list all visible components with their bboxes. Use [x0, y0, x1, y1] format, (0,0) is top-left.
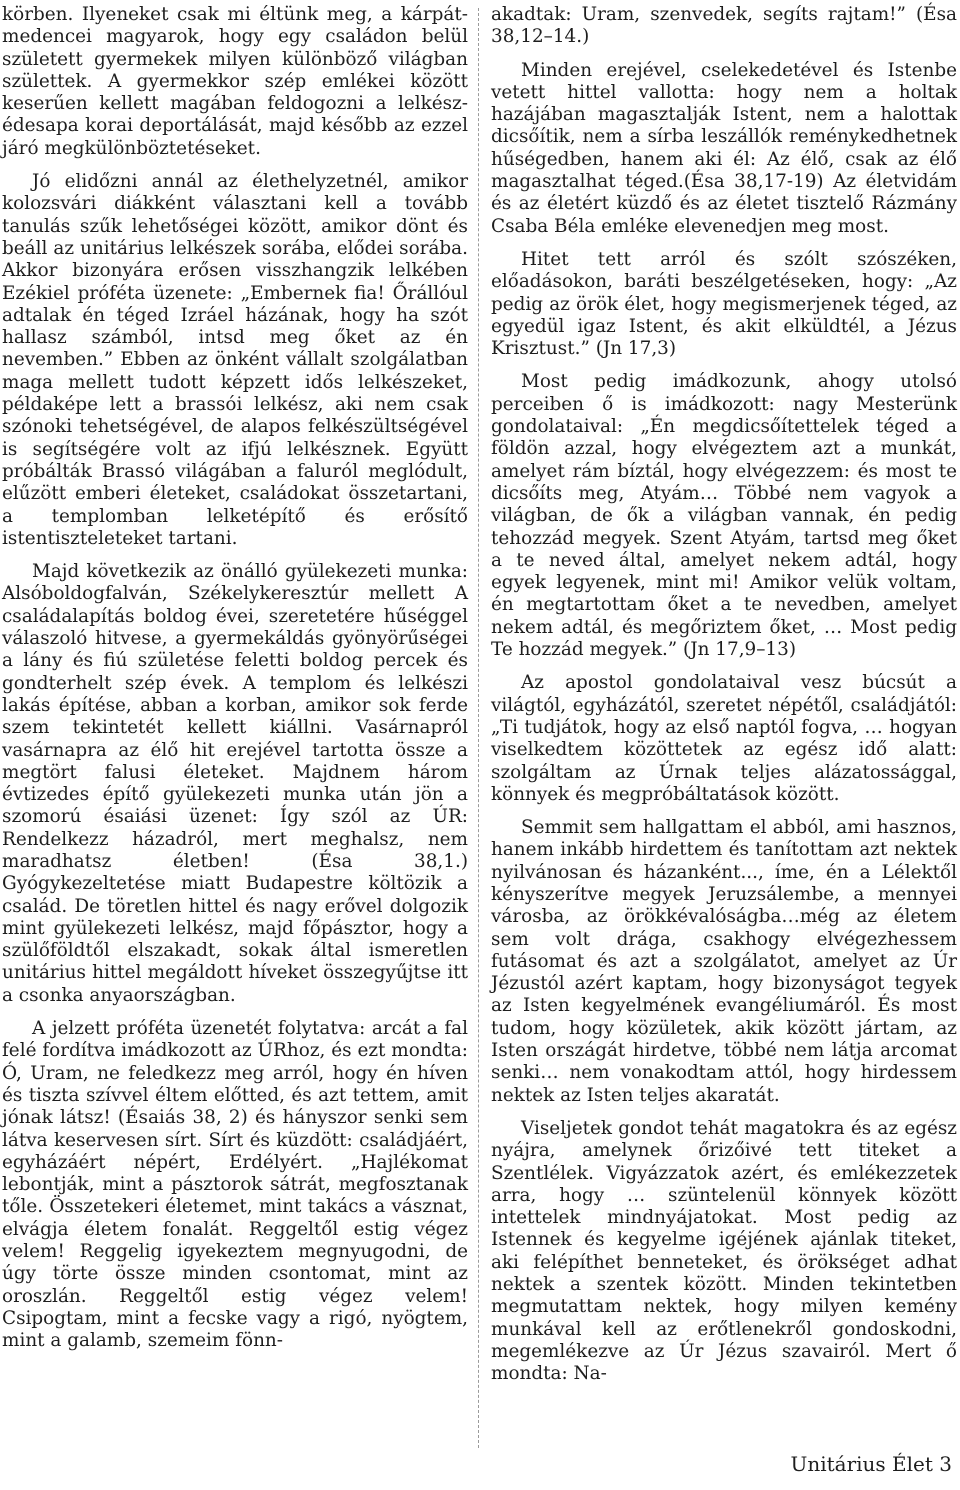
paragraph: A jelzett próféta üzenetét folytatva: arcát a fal felé fordítva imádkozott az ÚRhoz, és ezt mondta: Ó, Uram, ne feledkezz meg arról, hogy én híven és tiszta szívvel éltem előtted, és azt tettem, amit jónak látsz! (Ésaiás 38, 2) és hányszor senki sem látva keservesen sírt. Sírt és küzdött: családjáért, egyházáért népért, Erdélyért. „Hajlékomat lebontják, mint a pásztorok sátrát, megfosztanak tőle. Összetekeri életemet, mint takács a vásznat, elvágja életem fonalát. Reggeltől estig végez velem! Reggelig igyekeztem megnyugodni, de úgy törte össze minden csontomat, mint az oroszlán. Reggeltől estig végez velem! Csipogtam, mint a fecske vagy a rigó, nyögtem, mint a galamb, szemeim fönn-	[2, 1018, 468, 1352]
paragraph: Minden erejével, cselekedetével és Istenbe vetett hittel vallotta: hogy nem a holtak hazájában magasztalják Istent, nem a halottak dicsőítik, nem a sírba leszállók reménykedhetnek hűségedben, hanem aki él: Az élő, csak az élő magasztalhat téged.(Ésa 38,17-19) Az életvidám és az életért küzdő és az életet tisztelő Rázmány Csaba Béla emléke elevenedjen meg most.	[491, 59, 957, 237]
column-divider	[478, 8, 479, 1448]
paragraph: Hitet tett arról és szólt szószéken, előadásokon, baráti beszélgetéseken, hogy: „Az pedig az örök élet, hogy megismerjenek téged, az egyedül igaz Istent, és akit elküldtél, a Jézus Krisztust.” (Jn 17,3)	[491, 248, 957, 360]
page-footer: Unitárius Élet 3	[790, 1452, 952, 1476]
right-text-column	[491, 4, 957, 1397]
paragraph: körben. Ilyeneket csak mi éltünk meg, a kárpát-medencei magyarok, hogy egy családon belül született gyermekek milyen különböző világban születtek. A gyermekkor szép emlékei között keserűen kellett magában feldogozni a lelkész-édesapa korai deportálását, majd később az ezzel járó megkülönböztetéseket.	[2, 4, 468, 159]
paragraph: Jó elidőzni annál az élethelyzetnél, amikor kolozsvári diákként választani kell a tovább tanulás szűk lehetőségei között, amikor dönt és beáll az unitárius lelkészek sorába, elődei sorába. Akkor bizonyára erősen visszhangzik lelkében Ezékiel próféta üzenete: „Embernek fia! Őrállóul adtalak én téged Izráel házának, hogy ha szót hallasz számból, intsd meg őket az én nevemben.” Ebben az önként vállalt szolgálatban maga mellett tudott képzett idős lelkészeket, példaképe lett a brassói lelkész, aki nem csak szónoki tehetségével, de alapos felkészültségével is segítségére volt az ifjú lelkésznek. Együtt próbálták Brassó világában a faluról meglódult, elűzött emberi életeket, családokat összetartani, a templomban lelketépítő és erősítő istentiszteleteket tartani.	[2, 171, 468, 549]
paragraph: Semmit sem hallgattam el abból, ami hasznos, hanem inkább hirdettem és tanítottam azt nektek nyilvánosan és házanként..., íme, én a Lélektől kényszerítve megyek Jeruzsálembe, a mennyei városba, az örökkévalóságba…még az életem sem volt drága, csakhogy elvégezhessem futásomat és azt a szolgálatot, amelyet az Úr Jézustól azért kaptam, hogy bizonyságot tegyek az Isten kegyelmének evangéliumáról. És most tudom, hogy közületek, akik között jártam, az Isten országát hirdetve, többé nem látja arcomat senki… nem vonakodtam attól, hogy hirdessem nektek az Isten teljes akaratát.	[491, 817, 957, 1106]
paragraph: Viseljetek gondot tehát magatokra és az egész nyájra, amelynek őrizőivé tett titeket a Szentlélek. Vigyázzatok azért, és emlékezzetek arra, hogy … szüntelenül könnyek között intettelek mindnyájatokat. Most pedig az Istennek és kegyelme igéjének ajánlak titeket, aki felépíthet benneteket, és örökséget adhat nektek a szentek között. Minden tekintetben megmutattam nektek, hogy milyen kemény munkával kell az erőtlenekről gondoskodni, megemlékezve az Úr Jézus szavairól. Mert ő mondta: Na-	[491, 1117, 957, 1385]
paragraph: Most pedig imádkozunk, ahogy utolsó perceiben ő is imádkozott: nagy Mesterünk gondolataival: „Én megdicsőítettelek téged a földön azzal, hogy elvégeztem azt a munkát, amelyet rám bíztál, hogy elvégezzem: és most te dicsőíts meg, Atyám… Többé nem vagyok a világban, de ők a világban vannak, én pedig tehozzád megyek. Szent Atyám, tartsd meg őket a te neved által, amelyet nekem adtál, hogy egyek legyenek, mint mi! Amikor velük voltam, én megtartottam őket a te nevedben, amelyet nekem adtál, és megőriztem őket, … Most pedig Te hozzád megyek.” (Jn 17,9–13)	[491, 371, 957, 661]
paragraph: Az apostol gondolataival vesz búcsút a világtól, egyházától, szeretet népétől, családjától: „Ti tudjátok, hogy az első naptól fogva, … hogyan viselkedtem közöttetek az egész idő alatt: szolgáltam az Úrnak teljes alázatossággal, könnyek és megpróbáltatások között.	[491, 672, 957, 805]
paragraph: akadtak: Uram, szenvedek, segíts rajtam!” (Ésa 38,12–14.)	[491, 4, 957, 48]
paragraph: Majd következik az önálló gyülekezeti munka: Alsóboldogfalván, Székelykeresztúr mellett A családalapítás boldog évei, szeretetére hűséggel válaszoló hitvese, a gyermekáldás gyönyörűségei a lány és fiú születése feletti boldog percek és gondterhelt szép évek. A templom és lelkészi lakás építése, abban a korban, amikor sok ferde szem tekintetét kellett kiállni. Vasárnapról vasárnapra az élő hit erejével tartotta össze a megtört falusi életeket. Majdnem három évtizedes építő gyülekezeti munka után jön a szomorú ésaiási üzenet: Így szól az ÚR: Rendelkezz házadról, mert meghalsz, nem maradhatsz életben! (Ésa 38,1.) Gyógykezeltetése miatt Budapestre költözik a család. De töretlen hittel és nagy erővel dolgozik mint gyülekezeti lelkész, majd főpásztor, hogy a szülőföldtől elszakadt, sokak által ismeretlen unitárius hittel megáldott híveket összegyűjtse itt a csonka anyaországban.	[2, 561, 468, 1006]
left-text-column	[2, 4, 468, 1364]
